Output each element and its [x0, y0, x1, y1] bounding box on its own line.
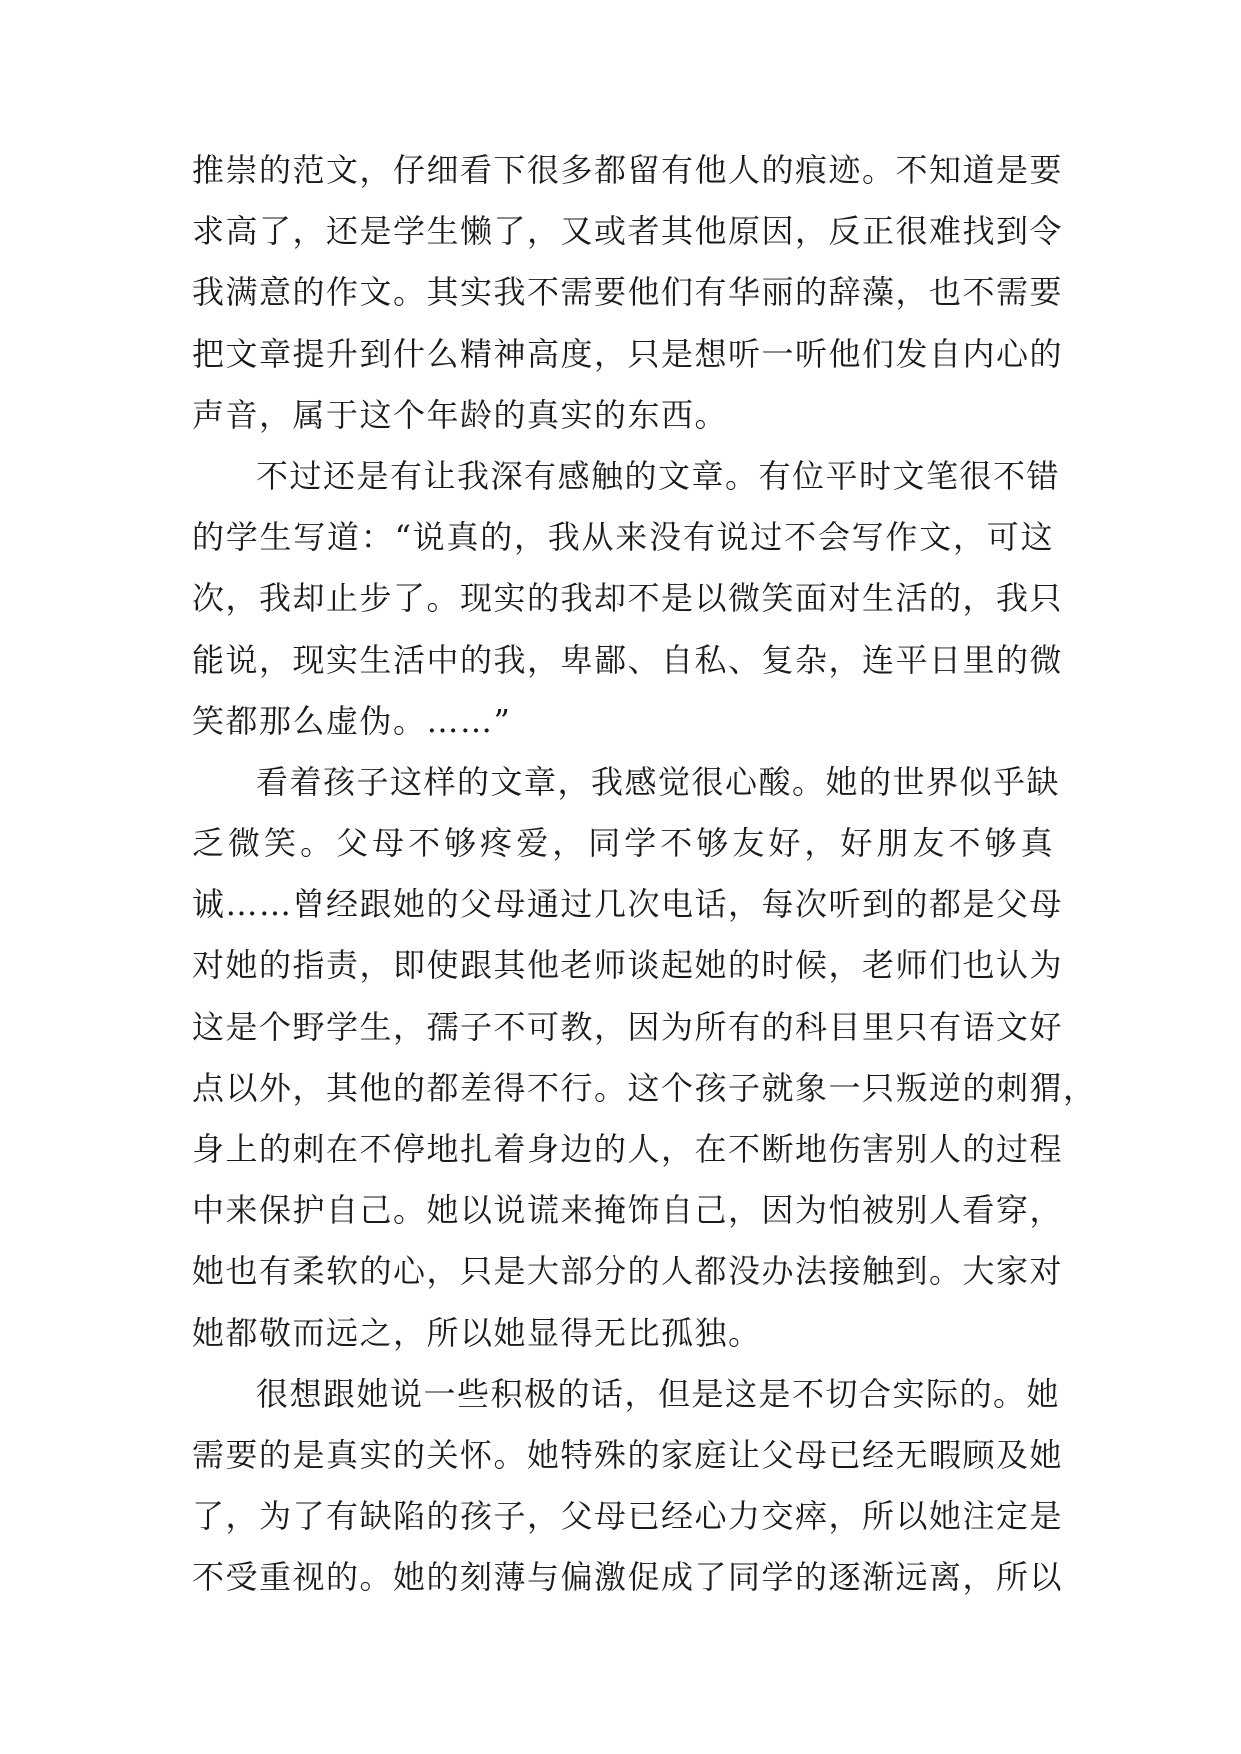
text-line: 对她的指责，即使跟其他老师谈起她的时候，老师们也认为	[192, 946, 1064, 985]
text-line: 了，为了有缺陷的孩子，父母已经心力交瘁，所以她注定是	[192, 1497, 1064, 1536]
text-line: 诚……曾经跟她的父母通过几次电话，每次听到的都是父母	[192, 885, 1064, 924]
text-line: 不过还是有让我深有感触的文章。有位平时文笔很不错	[256, 456, 1061, 495]
text-line: 中来保护自己。她以说谎来掩饰自己，因为怕被别人看穿，	[192, 1191, 1064, 1230]
text-line: 求高了，还是学生懒了，又或者其他原因，反正很难找到令	[192, 212, 1064, 251]
text-line: 很想跟她说一些积极的话，但是这是不切合实际的。她	[256, 1374, 1061, 1413]
text-line: 能说，现实生活中的我，卑鄙、自私、复杂，连平日里的微	[192, 640, 1064, 679]
paragraph-1	[192, 140, 1064, 446]
text-line: 这是个野学生，孺子不可教，因为所有的科目里只有语文好	[192, 1007, 1064, 1046]
text-line: 的学生写道：“说真的，我从来没有说过不会写作文，可这	[192, 518, 1054, 557]
text-line: 乏微笑。父母不够疼爱，同学不够友好，好朋友不够真	[192, 824, 1054, 863]
text-line: 笑都那么虚伪。……”	[192, 701, 512, 740]
text-line: 看着孩子这样的文章，我感觉很心酸。她的世界似乎缺	[256, 762, 1061, 801]
paragraph-2	[192, 446, 1064, 752]
text-line: 我满意的作文。其实我不需要他们有华丽的辞藻，也不需要	[192, 273, 1064, 312]
text-line: 身上的刺在不停地扎着身边的人，在不断地伤害别人的过程	[192, 1130, 1064, 1168]
text-line: 声音，属于这个年龄的真实的东西。	[192, 395, 729, 434]
paragraph-4	[192, 1364, 1064, 1609]
text-line: 她都敬而远之，所以她显得无比孤独。	[192, 1313, 762, 1352]
paragraph-3	[192, 752, 1097, 1364]
text-line: 点以外，其他的都差得不行。这个孩子就象一只叛逆的刺猬，	[192, 1068, 1097, 1107]
text-line: 推崇的范文，仔细看下很多都留有他人的痕迹。不知道是要	[192, 151, 1064, 189]
text-line: 不受重视的。她的刻薄与偏激促成了同学的逐渐远离，所以	[192, 1558, 1064, 1597]
text-line: 她也有柔软的心，只是大部分的人都没办法接触到。大家对	[192, 1252, 1064, 1291]
text-line: 次，我却止步了。现实的我却不是以微笑面对生活的，我只	[192, 579, 1064, 618]
text-line: 把文章提升到什么精神高度，只是想听一听他们发自内心的	[192, 334, 1064, 373]
body-text	[192, 140, 1097, 1609]
text-line: 需要的是真实的关怀。她特殊的家庭让父母已经无暇顾及她	[192, 1435, 1064, 1474]
